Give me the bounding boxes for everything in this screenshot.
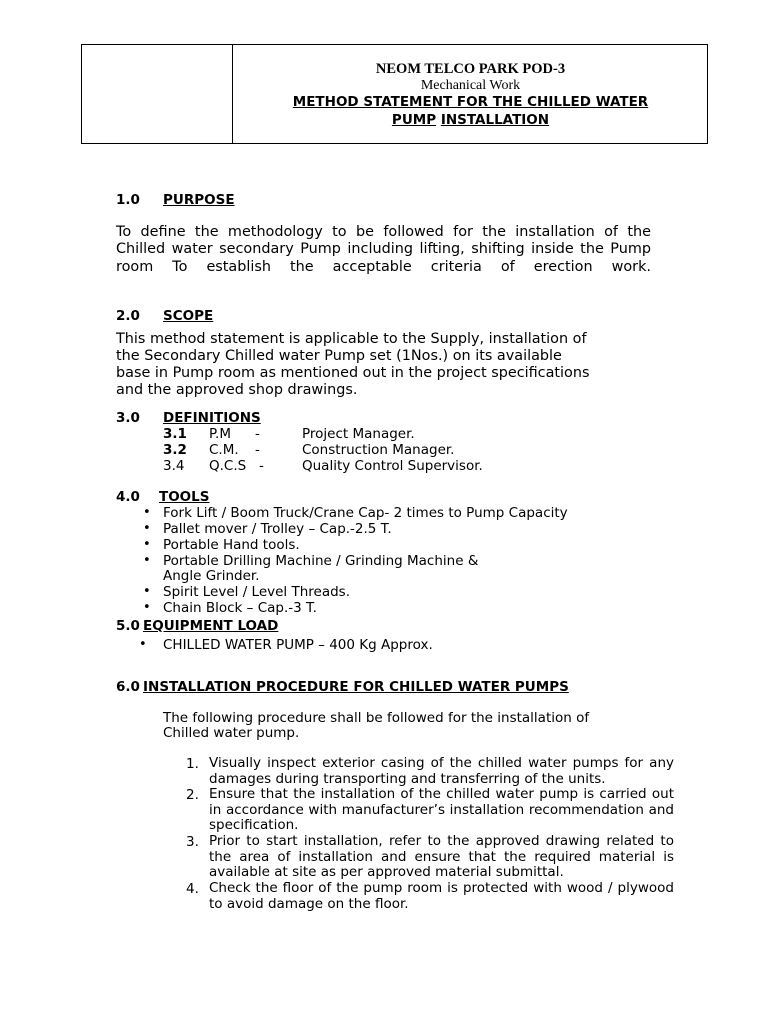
procedure-intro-line-2: Chilled water pump. (163, 725, 300, 741)
scope-line-4: and the approved shop drawings. (116, 382, 358, 398)
header-document-title-2 (233, 112, 708, 128)
definition-abbr: Q.C.S (209, 458, 247, 474)
bullet-icon: • (139, 637, 147, 652)
procedure-step: Ensure that the installation of the chilled water pump is carried out in accordance with manufacturer’s installation recommendation and specification. (209, 786, 674, 833)
tool-item: Chain Block – Cap.-3 T. (163, 600, 317, 616)
header-work-type: Mechanical Work (420, 78, 521, 93)
procedure-step: Visually inspect exterior casing of the chilled water pumps for any damages during transporting and transferring of the units. (209, 755, 674, 787)
scope-line-1: This method statement is applicable to the Supply, installation of (116, 331, 587, 347)
section-number-definitions: 3.0 (116, 410, 140, 426)
bullet-icon: • (143, 537, 151, 552)
definition-dash: - (255, 426, 260, 442)
section-title-equipment: EQUIPMENT LOAD (143, 618, 279, 634)
definition-abbr: C.M. (209, 442, 239, 458)
definition-number: 3.4 (163, 458, 185, 474)
step-number: 3. (186, 834, 199, 850)
tool-item: Portable Hand tools. (163, 537, 300, 553)
procedure-step: Prior to start installation, refer to the approved drawing related to the area of installation and ensure that the required material is available at site as per approved material submittal. (209, 833, 674, 880)
step-number: 2. (186, 787, 199, 803)
header-title-pump: PUMP (391, 112, 437, 128)
tool-item: Portable Drilling Machine / Grinding Machine & (163, 553, 479, 569)
section-title-purpose: PURPOSE (163, 192, 235, 208)
header-project-name: NEOM TELCO PARK POD-3 (375, 61, 566, 77)
bullet-icon: • (143, 553, 151, 568)
definition-dash: - (255, 442, 260, 458)
step-number: 1. (186, 756, 199, 772)
bullet-icon: • (143, 584, 151, 599)
definition-meaning: Construction Manager. (302, 442, 455, 458)
bullet-icon: • (143, 505, 151, 520)
section-number-purpose: 1.0 (116, 192, 140, 208)
tool-item-continued: Angle Grinder. (163, 568, 260, 584)
step-number: 4. (186, 881, 199, 897)
header-document-title: METHOD STATEMENT FOR THE CHILLED WATER (292, 94, 649, 110)
section-number-equipment: 5.0 (116, 618, 140, 634)
bullet-icon: • (143, 600, 151, 615)
tool-item: Spirit Level / Level Threads. (163, 584, 350, 600)
tool-item: Pallet mover / Trolley – Cap.-2.5 T. (163, 521, 392, 537)
definition-meaning: Project Manager. (302, 426, 415, 442)
scope-line-3: base in Pump room as mentioned out in the project specifications (116, 365, 590, 381)
bullet-icon: • (143, 521, 151, 536)
purpose-text: To define the methodology to be followed for the installation of the Chilled water secondary Pump including lifting, shifting inside the Pump room To establish the acceptable criteria of erection work. (116, 224, 651, 275)
definition-number: 3.2 (163, 442, 187, 458)
scope-line-2: the Secondary Chilled water Pump set (1Nos.) on its available (116, 348, 562, 364)
equipment-item: CHILLED WATER PUMP – 400 Kg Approx. (163, 637, 433, 653)
procedure-step: Check the floor of the pump room is protected with wood / plywood to avoid damage on the floor. (209, 880, 674, 912)
section-number-tools: 4.0 (116, 489, 140, 505)
section-title-procedure: INSTALLATION PROCEDURE FOR CHILLED WATER PUMPS (143, 679, 569, 695)
section-title-definitions: DEFINITIONS (163, 410, 261, 426)
section-number-procedure: 6.0 (116, 679, 140, 695)
procedure-intro-line-1: The following procedure shall be followed for the installation of (163, 710, 590, 726)
section-title-tools: TOOLS (159, 489, 210, 505)
tool-item: Fork Lift / Boom Truck/Crane Cap- 2 times to Pump Capacity (163, 505, 568, 521)
definition-dash: - (259, 458, 264, 474)
section-number-scope: 2.0 (116, 308, 140, 324)
definition-abbr: P.M (209, 426, 231, 442)
section-title-scope: SCOPE (163, 308, 214, 324)
header-title-installation: INSTALLATION (440, 112, 550, 128)
definition-meaning: Quality Control Supervisor. (302, 458, 483, 474)
definition-number: 3.1 (163, 426, 187, 442)
